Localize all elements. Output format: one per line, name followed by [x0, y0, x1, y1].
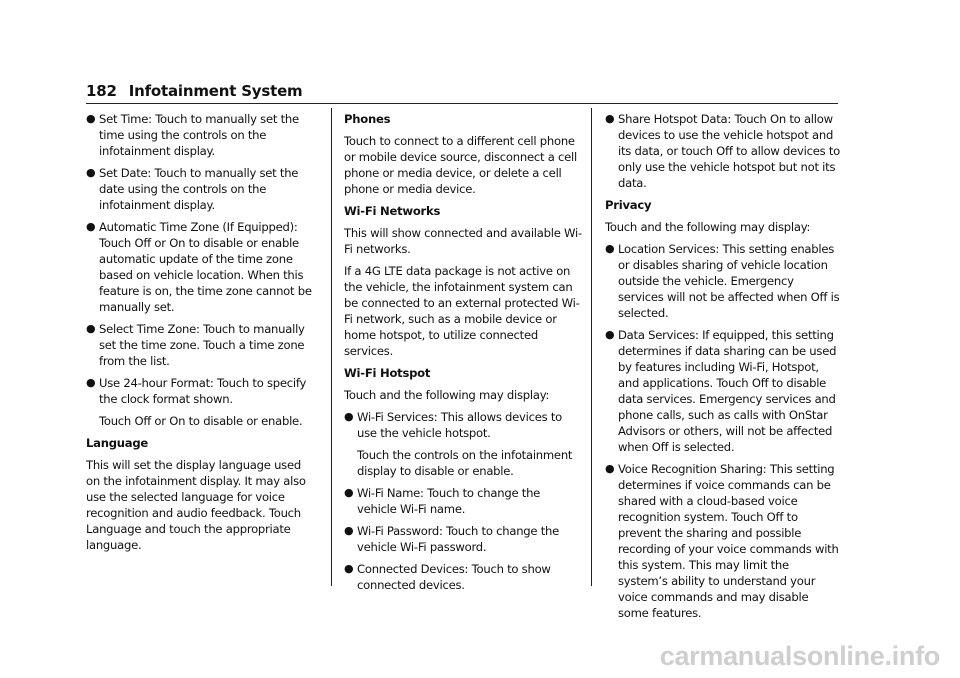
list-item: ● Wi-Fi Name: Touch to change the vehicle Wi-Fi name. — [344, 486, 541, 516]
wifi-hotspot-intro: Touch and the following may display: — [344, 388, 550, 402]
share-hotspot-list — [605, 111, 841, 191]
privacy-list — [605, 241, 841, 621]
bullet-icon: ● — [605, 112, 615, 125]
header-rule — [86, 103, 838, 104]
bullet-icon: ● — [86, 166, 96, 179]
wifi-hotspot-list — [344, 409, 582, 441]
bullet-icon: ● — [605, 462, 615, 475]
bullet-icon: ● — [86, 322, 96, 335]
wifi-networks-heading: Wi-Fi Networks — [344, 204, 441, 218]
wifi-networks-text: This will show connected and available Wi-Fi networks. — [344, 226, 582, 256]
list-item: ● Voice Recognition Sharing: This setting determines if voice commands can be shared with a cloud-based voice recognition system. Touch Off to prevent the sharing and possible recording of your voice commands with this system. This may limit the system’s ability to understand your voice commands and may disable some features. — [605, 462, 839, 620]
watermark: carmanualsonline.info — [659, 641, 940, 671]
list-item: ● Data Services: If equipped, this setting determines if data sharing can be used by features including Wi-Fi, Hotspot, and applications. Touch Off to disable data services. Emergency services and phone calls, such as calls with OnStar Advisors or others, will not be affected when Off is selected. — [605, 328, 837, 454]
list-item: ● Select Time Zone: Touch to manually set the time zone. Touch a time zone from the list. — [86, 322, 305, 368]
language-heading: Language — [86, 436, 149, 450]
bullet-icon: ● — [344, 562, 354, 575]
column-1 — [86, 111, 318, 559]
column-divider — [591, 108, 592, 586]
privacy-heading: Privacy — [605, 198, 652, 212]
wifi-hotspot-heading: Wi-Fi Hotspot — [344, 366, 431, 380]
list-item: ● Set Time: Touch to manually set the time using the controls on the infotainment display. — [86, 112, 299, 158]
language-text: This will set the display language used on the infotainment display. It may also use the selected language for voice recognition and audio feedback. Touch Language and touch the appropriate language. — [86, 458, 306, 552]
list-item: ● Set Date: Touch to manually set the date using the controls on the infotainment display. — [86, 166, 299, 212]
bullet-icon: ● — [344, 524, 354, 537]
list-item: ● Use 24-hour Format: Touch to specify the clock format shown. — [86, 376, 307, 406]
list-item: ● Wi-Fi Services: This allows devices to use the vehicle hotspot. — [344, 410, 562, 440]
wifi-networks-text-2: If a 4G LTE data package is not active on the vehicle, the infotainment system can be connected to an external protected Wi-Fi network, such as a mobile device or home hotspot, to utilize connected services. — [344, 264, 580, 358]
list-item: ● Location Services: This setting enables or disables sharing of vehicle location outside the vehicle. Emergency services will not be affected when Off is selected. — [605, 242, 840, 320]
wifi-hotspot-list-2 — [344, 485, 582, 593]
bullet-icon: ● — [344, 486, 354, 499]
bullet-icon: ● — [605, 328, 615, 341]
column-3 — [605, 111, 841, 627]
list-item: ● Connected Devices: Touch to show connected devices. — [344, 562, 551, 592]
time-settings-list — [86, 111, 318, 407]
bullet-icon: ● — [86, 112, 96, 125]
list-item: ● Share Hotspot Data: Touch On to allow devices to use the vehicle hotspot and its data, or touch Off to allow devices to only use the vehicle hotspot but not its data. — [605, 112, 840, 190]
privacy-intro: Touch and the following may display: — [605, 220, 811, 234]
column-2 — [344, 111, 582, 599]
phones-text: Touch to connect to a different cell phone or mobile device source, disconnect a cell phone or media device, or delete a cell phone or media device. — [344, 134, 577, 196]
list-item: ● Wi-Fi Password: Touch to change the vehicle Wi-Fi password. — [344, 524, 560, 554]
wifi-services-note: Touch the controls on the infotainment display to disable or enable. — [357, 448, 573, 478]
phones-heading: Phones — [344, 112, 391, 126]
bullet-icon: ● — [605, 242, 615, 255]
bullet-icon: ● — [86, 220, 96, 233]
column-divider — [331, 108, 332, 586]
bullet-icon: ● — [86, 376, 96, 389]
bullet-icon: ● — [344, 410, 354, 423]
page-header — [86, 82, 302, 100]
list-item: ● Automatic Time Zone (If Equipped): Touch Off or On to disable or enable automatic update of the time zone based on vehicle location. When this feature is on, the time zone cannot be manually set. — [86, 220, 312, 314]
page-number: 182 — [86, 82, 117, 100]
page-title: Infotainment System — [128, 82, 303, 100]
clock-format-note: Touch Off or On to disable or enable. — [99, 414, 303, 428]
